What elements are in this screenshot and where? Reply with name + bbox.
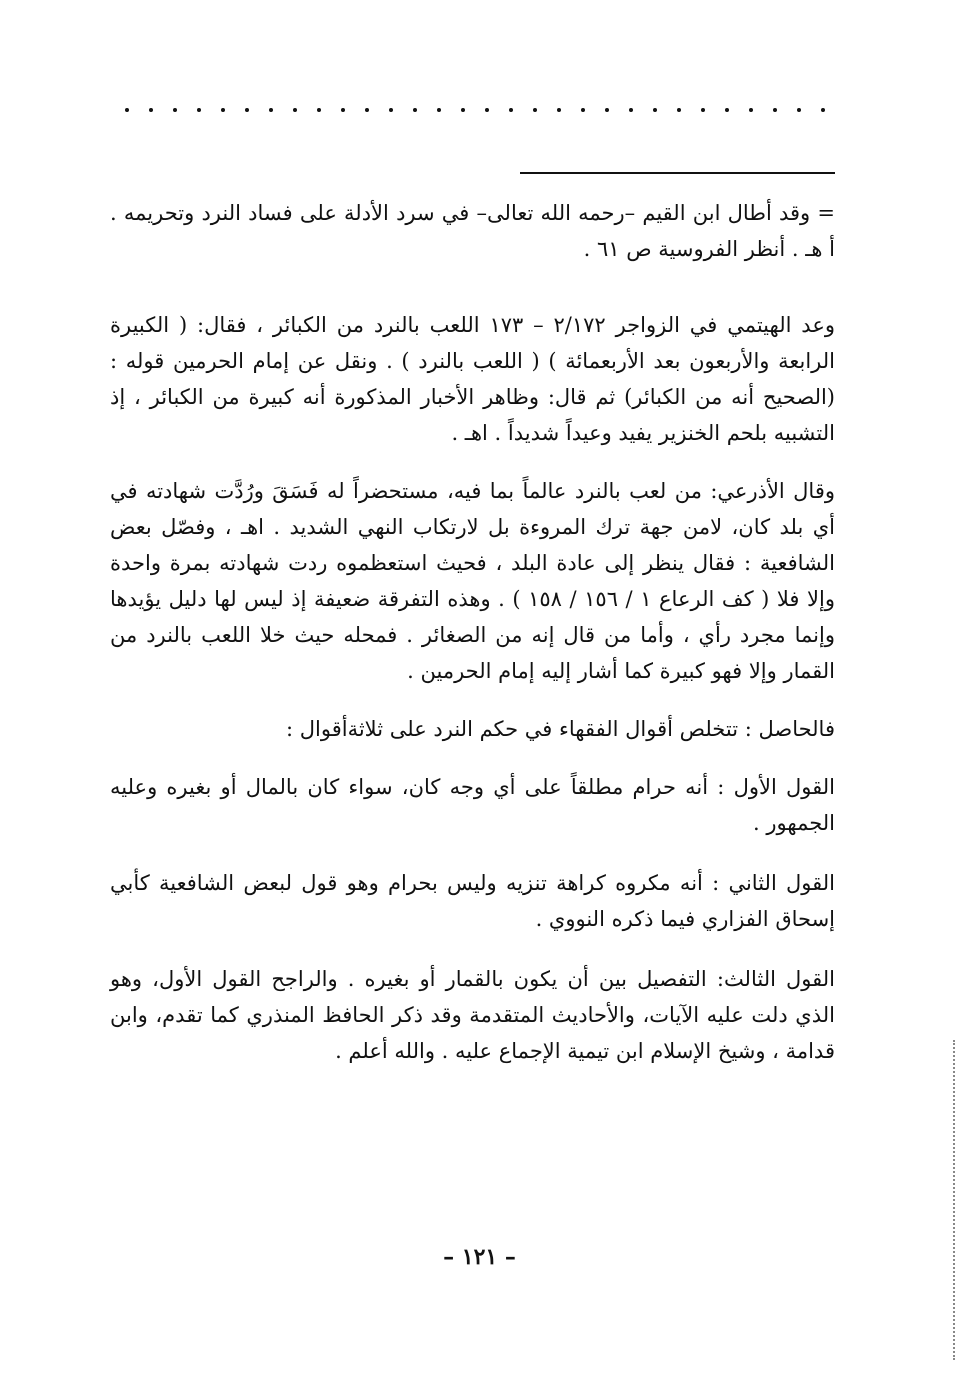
paragraph-first-opinion: القول الأول : أنه حرام مطلقاً على أي وجه كان، سواء كان بالمال أو بغيره وعليه الجمهور .: [110, 775, 835, 835]
footnote-separator: [520, 172, 835, 174]
dot: [149, 108, 153, 112]
dot: [653, 108, 657, 112]
dot: [629, 108, 633, 112]
paragraph-summary: فالحاصل : تتخلص أقوال الفقهاء في حكم النرد على ثلاثةأقوال :: [286, 717, 835, 741]
dot: [509, 108, 513, 112]
dot: [485, 108, 489, 112]
page-body: [110, 195, 835, 1069]
dot: [389, 108, 393, 112]
dot: [245, 108, 249, 112]
dot: [461, 108, 465, 112]
dot: [821, 108, 825, 112]
dot: [437, 108, 441, 112]
dot: [749, 108, 753, 112]
page-edge-dots: [950, 1040, 955, 1360]
dot: [221, 108, 225, 112]
dot: [533, 108, 537, 112]
paragraph-adhraai: وقال الأذرعي: من لعب بالنرد عالماً بما فيه، مستحضراً له فَسَقَ ورُدَّت شهادته في أي بلد كان، لامن جهة ترك المروءة بل لارتكاب النهي الشديد . اهـ ، وفصّل بعض الشافعية : فقال ينظر إلى عادة البلد ، فحيث استعظموه ردت شهادته بمرة واحدة وإلا فلا ( كف الرعاع ١ / ١٥٦ / ١٥٨ ) . وهذه التفرقة ضعيفة إذ ليس لها دليل يؤيدها وإنما مجرد رأي ، وأما من قال إنه من الصغائر . فمحله حيث خلا اللعب بالنرد من القمار وإلا فهو كبيرة كما أشار إليه إمام الحرمين .: [110, 479, 835, 683]
dot: [365, 108, 369, 112]
dot: [725, 108, 729, 112]
dot: [269, 108, 273, 112]
dot: [413, 108, 417, 112]
dot: [797, 108, 801, 112]
dot: [677, 108, 681, 112]
dot: [173, 108, 177, 112]
paragraph-second-opinion: القول الثاني : أنه مكروه كراهة تنزيه وليس بحرام وهو قول لبعض الشافعية كأبي إسحاق الفزاري فيما ذكره النووي .: [110, 871, 835, 931]
dot: [341, 108, 345, 112]
paragraph-haytami: وعد الهيتمي في الزواجر ٢/١٧٢ – ١٧٣ اللعب بالنرد من الكبائر ، فقال: ( الكبيرة الرابعة والأربعون بعد الأربعمائة ) ( اللعب بالنرد ) . ونقل عن إمام الحرمين قوله : (الصحيح أنه من الكبائر) ثم قال: وظاهر الأخبار المذكورة أنه كبيرة من الكبائر ، إذ التشبيه بلحم الخنزير يفيد وعيداً شديداً . اهـ .: [110, 313, 835, 445]
dot: [317, 108, 321, 112]
dot: [701, 108, 705, 112]
dot: [557, 108, 561, 112]
dot: [293, 108, 297, 112]
dot: [197, 108, 201, 112]
decorative-dots-row: [125, 108, 825, 112]
footnote-continuation: = وقد أطال ابن القيم –رحمه الله تعالى– في سرد الأدلة على فساد النرد وتحريمه . أ هـ . أنظر الفروسية ص ٦١ .: [110, 201, 835, 261]
dot: [605, 108, 609, 112]
dot: [581, 108, 585, 112]
paragraph-third-opinion: القول الثالث: التفصيل بين أن يكون بالقمار أو بغيره . والراجح القول الأول، وهو الذي دلت عليه الآيات، والأحاديث المتقدمة وقد ذكر الحافظ المنذري كما تقدم، وابن قدامة ، وشيخ الإسلام ابن تيمية الإجماع عليه . والله أعلم .: [110, 967, 835, 1063]
dot: [773, 108, 777, 112]
page-number: – ١٢١ –: [443, 1244, 516, 1270]
dot: [125, 108, 129, 112]
